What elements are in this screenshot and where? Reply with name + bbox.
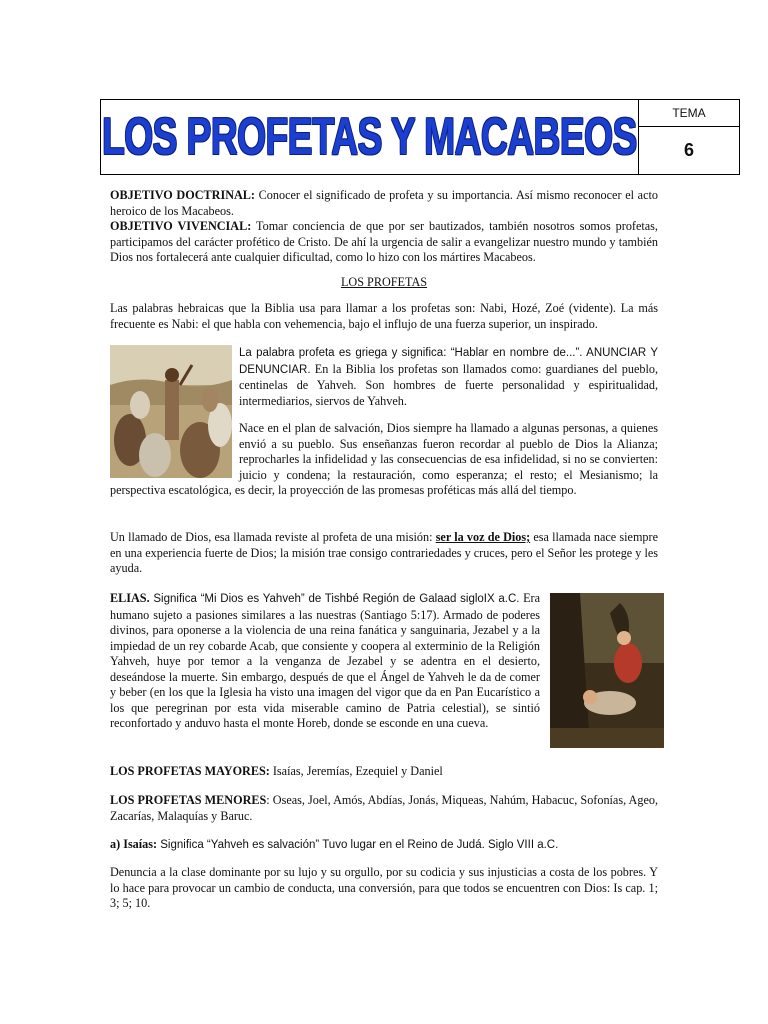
objetivos <box>110 188 658 266</box>
section-title: LOS PROFETAS <box>340 275 428 289</box>
paragraph-4 <box>110 530 658 577</box>
isaias <box>110 837 658 854</box>
document-title: LOS PROFETAS Y MACABEOS <box>102 108 637 166</box>
elias-text: Era humano sujeto a pasiones similares a las nuestras (Santiago 5:17). Armado de poderes divinos, para oponerse a la violencia de una reina fanática y sanguinaria, Jezabel y a la impiedad de un rey cobarde Acab, que consiente y coopera al exterminio de la Religión Yahveh, huye por temor a la venganza de Jezabel y se adentra en el desierto, deseándose la muerte. Sin embargo, después de que el Ángel de Yahveh le da de comer y beber (en los que la Iglesia ha visto una imagen del vigor que da en Pan Eucarístico a los que peregrinan por esta vida miserable camino de Patria celestial), se sintió reconfortado y anduvo hasta el monte Horeb, donde se esconde en una cueva. <box>110 591 540 730</box>
isaias-sans: Significa “Yahveh es salvación” Tuvo lugar en el Reino de Judá. Siglo VIII a.C. <box>157 839 559 851</box>
tema-label: TEMA <box>639 100 739 127</box>
doctrinal-label: OBJETIVO DOCTRINAL: <box>110 188 255 202</box>
paragraph-3-flow <box>110 421 658 499</box>
elias-sans: Significa “Mi Dios es Yahveh” de Tishbé Región de Galaad sigloIX a.C. <box>149 593 520 605</box>
doctrinal-text: Conocer el significado de profeta y su importancia. Así mismo reconocer el acto heroico de los Macabeos. <box>110 188 658 218</box>
menores-label: LOS PROFETAS MENORES <box>110 793 267 807</box>
mayores-label: LOS PROFETAS MAYORES: <box>110 764 270 778</box>
isaias-label: a) Isaías: <box>110 837 158 851</box>
elias-label: ELIAS. <box>110 591 150 605</box>
vivencial-text: Tomar conciencia de que por ser bautizados, también nosotros somos profetas, participamos del carácter profético de Cristo. De ahí la urgencia de salir a evangelizar nuestro mundo y también Dios nos fortalecerá ante cualquier dificultad, como lo hizo con los mártires Macabeos. <box>110 219 658 264</box>
paragraph-2 <box>239 345 658 409</box>
paragraph-2-rest: En la Biblia los profetas son llamados como: guardianes del pueblo, centinelas de Yahveh. Son hombres de fuerte personalidad y espiritualidad, intermediarios, siervos de Yahveh. <box>239 361 658 408</box>
paragraph-3-text: Nace en el plan de salvación, Dios siempre ha llamado a algunas personas, a quienes envió a su pueblo. Sus enseñanzas fueron recordar al pueblo de Dios la Alianza; reprocharles la infidelidad y las consecuencias de esa infidelidad, si no se convierten: juicio y condena; la restauración, como esperanza; el resto; el Mesianismo; la perspectiva escatológica, es decir, la proyección de las promesas proféticas más allá del tiempo. <box>110 421 658 497</box>
elias-paragraph <box>110 591 540 732</box>
paragraph-2-sans: La palabra profeta es griega y significa: “Hablar en nombre de...”. ANUNCIAR Y DENUNCIAR. <box>239 347 658 376</box>
paragraph-4-a: Un llamado de Dios, esa llamada reviste al profeta de una misión: <box>110 530 436 544</box>
elijah-angel-image <box>550 593 664 748</box>
mayores-text: Isaías, Jeremías, Ezequiel y Daniel <box>269 764 443 778</box>
vivencial-label: OBJETIVO VIVENCIAL: <box>110 219 252 233</box>
header-table <box>100 99 740 175</box>
tema-number: 6 <box>683 140 694 160</box>
paragraph-4-underline: ser la voz de Dios; <box>435 530 531 544</box>
image-float-spacer <box>110 421 239 478</box>
paragraph-1: Las palabras hebraicas que la Biblia usa para llamar a los profetas son: Nabi, Hozé, Zoé (vidente). La más frecuente es Nabi: el que habla con vehemencia, bajo el influjo de una fuerza superior, un inspirado. <box>110 301 658 331</box>
mayores <box>110 764 658 780</box>
menores <box>110 793 658 824</box>
final-paragraph: Denuncia a la clase dominante por su lujo y su orgullo, por su codicia y sus injusticias a costa de los pobres. Y lo hace para provocar un cambio de conducta, una conversión, para que todos se encuentren con Dios: Is cap. 1; 3; 5; 10. <box>110 865 658 910</box>
title-cell <box>101 100 639 174</box>
paragraph-4-b: esa llamada nace siempre en una experiencia fuerte de Dios; la misión trae consigo contrariedades y cruces, pero el Señor les protege y les ayuda. <box>110 530 658 575</box>
menores-text: : Oseas, Joel, Amós, Abdías, Jonás, Miqueas, Nahúm, Habacuc, Sofonías, Ageo, Zacarías, Malaquías y Baruc. <box>110 793 658 823</box>
